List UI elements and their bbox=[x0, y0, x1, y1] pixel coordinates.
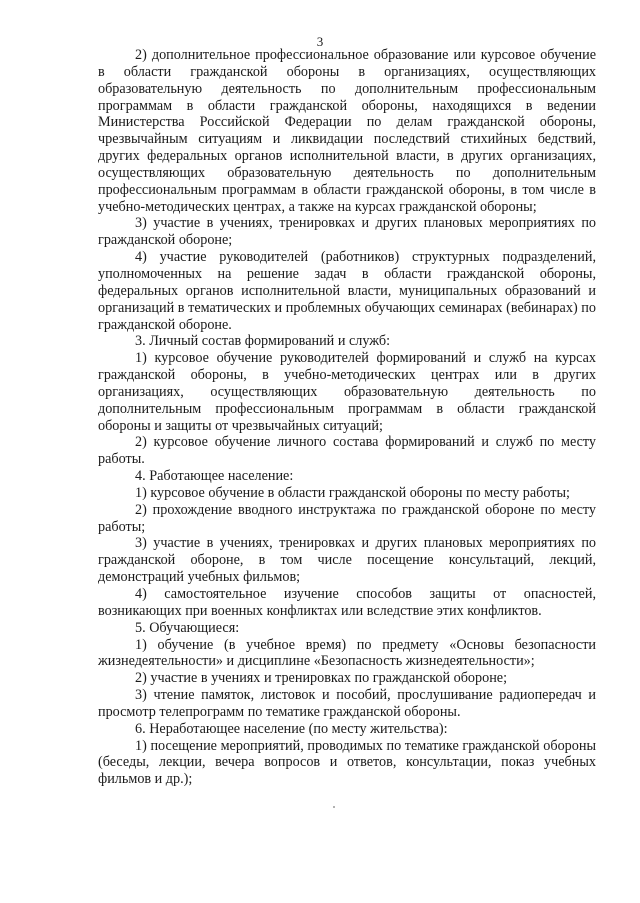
paragraph-item-3-exercises: 3) участие в учениях, тренировках и других плановых мероприятиях по гражданской обороне; bbox=[98, 215, 596, 249]
section-heading-students: 5. Обучающиеся: bbox=[135, 619, 240, 636]
paragraph-working-item-3: 3) участие в учениях, тренировках и других плановых мероприятиях по гражданской обороне, в том числе посещение консультаций, лекций, демонстраций учебных фильмов; bbox=[98, 535, 596, 586]
section-heading-non-working-population: 6. Неработающее население (по месту жительства): bbox=[135, 720, 448, 737]
paragraph-students-item-2: 2) участие в учениях и тренировках по гражданской обороне; bbox=[135, 670, 508, 687]
paragraph-working-item-2: 2) прохождение вводного инструктажа по гражданской обороне по месту работы; bbox=[98, 501, 596, 535]
paragraph-working-item-1: 1) курсовое обучение в области гражданской обороны по месту работы; bbox=[135, 484, 570, 501]
paragraph-working-item-4: 4) самостоятельное изучение способов защиты от опасностей, возникающих при военных конфликтах или вследствие этих конфликтов. bbox=[98, 586, 596, 619]
paragraph-item-2-additional-education: 2) дополнительное профессиональное образование или курсовое обучение в области гражданской обороны в организациях, осуществляющих образовательную деятельность по дополнительным профессиональным программам в области гражданской обороны, находящихся в ведении Министерства Российской Федерации по делам гражданской обороны, чрезвычайным ситуациям и ликвидации последствий стихийных бедствий, других федеральных органов исполнительной власти, в других организациях, осуществляющих образовательную деятельность по дополнительным профессиональным программам в области гражданской обороны, в том числе в учебно-методических центрах, а также на курсах гражданской обороны; bbox=[98, 47, 596, 215]
page-number: 3 bbox=[316, 34, 324, 49]
section-heading-working-population: 4. Работающее население: bbox=[135, 468, 294, 485]
paragraph-formations-item-2: 2) курсовое обучение личного состава формирований и служб по месту работы. bbox=[98, 434, 596, 468]
paragraph-non-working-item-1: 1) посещение мероприятий, проводимых по тематике гражданской обороны (беседы, лекции, вечера вопросов и ответов, консультации, показ учебных фильмов и др.); bbox=[98, 737, 596, 788]
paragraph-students-item-1: 1) обучение (в учебное время) по предмету «Основы безопасности жизнедеятельности» и дисциплине «Безопасность жизнедеятельности»; bbox=[98, 636, 596, 670]
section-heading-formations-personnel: 3. Личный состав формирований и служб: bbox=[135, 333, 391, 350]
paragraph-students-item-3: 3) чтение памяток, листовок и пособий, прослушивание радиопередач и просмотр телепрограмм по тематике гражданской обороны. bbox=[98, 687, 596, 720]
document-body bbox=[98, 47, 596, 788]
paragraph-item-4-seminars: 4) участие руководителей (работников) структурных подразделений, уполномоченных на решение задач в области гражданской обороны, федеральных органов исполнительной власти, муниципальных образований и организаций в тематических и проблемных обучающих семинарах (вебинарах) по гражданской обороне. bbox=[98, 249, 596, 333]
paragraph-formations-item-1: 1) курсовое обучение руководителей формирований и служб на курсах гражданской обороны, в учебно-методических центрах или в других организациях, осуществляющих образовательную деятельность по дополнительным профессиональным программам в области гражданской обороны и защиты от чрезвычайных ситуаций; bbox=[98, 350, 596, 434]
scan-speck bbox=[333, 806, 335, 808]
